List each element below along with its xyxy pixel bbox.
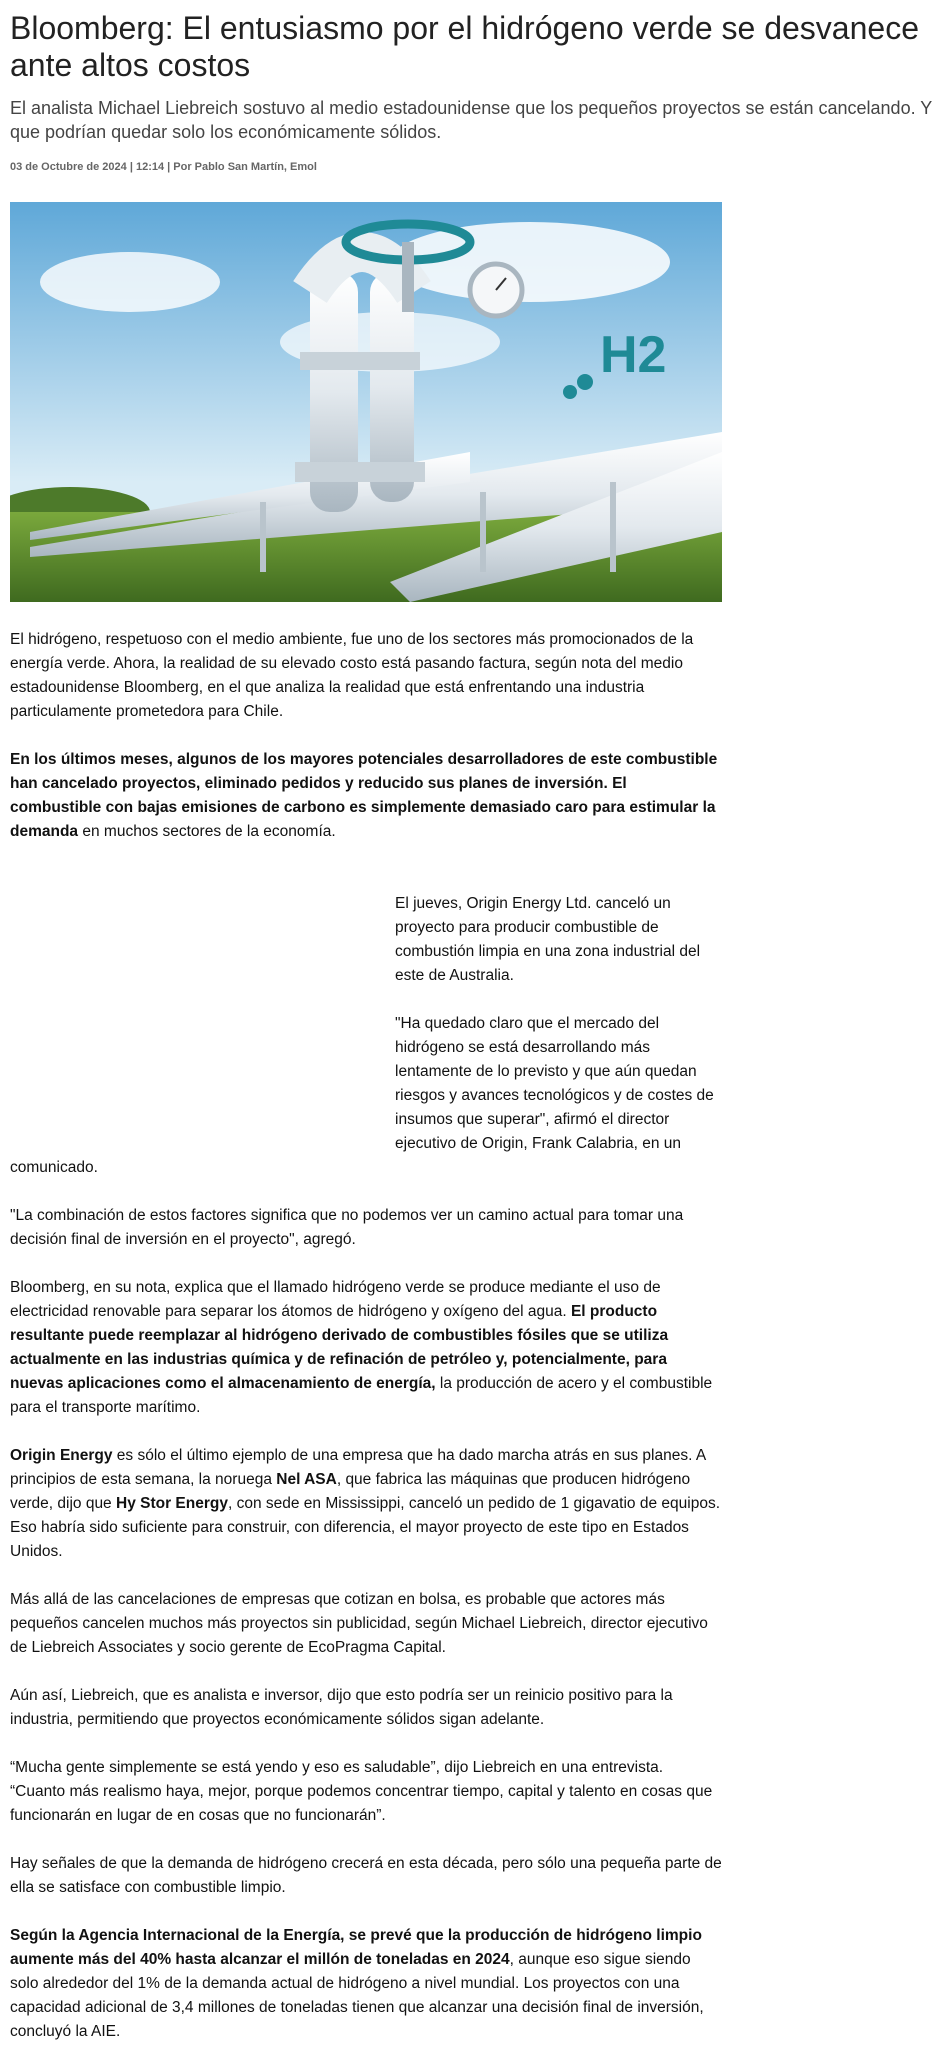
bold-text: En los últimos meses, algunos de los mayores potenciales desarrolladores de este combustible han cancelado proyectos, eliminado pedidos y reducido sus planes de inversión. El combustible con bajas emisiones de carbono es simplemente demasiado caro para estimular la demanda: [10, 751, 718, 840]
article-byline: 03 de Octubre de 2024 | 12:14 | Por Pablo San Martín, Emol: [10, 161, 317, 173]
paragraph: “Mucha gente simplemente se está yendo y eso es saludable”, dijo Liebreich en una entrevista. “Cuanto más realismo haya, mejor, porque podemos concentrar tiempo, capital y talento en cosas que funcionarán en lugar de en cosas que no funcionarán”.: [10, 1759, 713, 1824]
paragraph: En los últimos meses, algunos de los mayores potenciales desarrolladores de este combustible han cancelado proyectos, eliminado pedidos y reducido sus planes de inversión. El combustible con bajas emisiones de carbono es simplemente demasiado caro para estimular la demanda en muchos sectores de la economía.: [10, 751, 718, 840]
article-title: Bloomberg: El entusiasmo por el hidrógeno verde se desvanece ante altos costos: [10, 10, 919, 83]
paragraph: Más allá de las cancelaciones de empresas que cotizan en bolsa, es probable que actores más pequeños cancelen muchos más proyectos sin publicidad, según Michael Liebreich, director ejecutivo de Liebreich Associates y socio gerente de EcoPragma Capital.: [10, 1591, 708, 1656]
paragraph: Origin Energy es sólo el último ejemplo de una empresa que ha dado marcha atrás en sus planes. A principios de esta semana, la noruega Nel ASA, que fabrica las máquinas que producen hidrógeno verde, dijo que Hy Stor Energy, con sede en Mississippi, canceló un pedido de 1 gigavatio de equipos. Eso habría sido suficiente para construir, con diferencia, el mayor proyecto de este tipo en Estados Unidos.: [10, 1447, 721, 1560]
paragraph: "La combinación de estos factores significa que no podemos ver un camino actual para tomar una decisión final de inversión en el proyecto", agregó.: [10, 1207, 684, 1248]
hero-image: [10, 202, 722, 602]
paragraph: El hidrógeno, respetuoso con el medio ambiente, fue uno de los sectores más promocionados de la energía verde. Ahora, la realidad de su elevado costo está pasando factura, según nota del medio estadounidense Bloomberg, en el que analiza la realidad que está enfrentando una industria particulamente prometedora para Chile.: [10, 631, 694, 720]
paragraph: Hay señales de que la demanda de hidrógeno crecerá en esta década, pero sólo una pequeña parte de ella se satisface con combustible limpio.: [10, 1855, 722, 1896]
inset-placeholder: [10, 892, 395, 1152]
hydrogen-pipeline-illustration: [10, 202, 722, 602]
paragraph: Según la Agencia Internacional de la Energía, se prevé que la producción de hidrógeno limpio aumente más del 40% hasta alcanzar el millón de toneladas en 2024, aunque eso sigue siendo solo alrededor del 1% de la demanda actual de hidrógeno a nivel mundial. Los proyectos con una capacidad adicional de 3,4 millones de toneladas tienen que alcanzar una decisión final de inversión, concluyó la AIE.: [10, 1927, 704, 2040]
paragraph: Bloomberg, en su nota, explica que el llamado hidrógeno verde se produce mediante el uso de electricidad renovable para separar los átomos de hidrógeno y oxígeno del agua. El producto resultante puede reemplazar al hidrógeno derivado de combustibles fósiles que se utiliza actualmente en las industrias química y de refinación de petróleo y, potencialmente, para nuevas aplicaciones como el almacenamiento de energía, la producción de acero y el combustible para el transporte marítimo.: [10, 1279, 713, 1416]
h2-label: H2: [600, 326, 667, 384]
paragraph: Aún así, Liebreich, que es analista e inversor, dijo que esto podría ser un reinicio positivo para la industria, permitiendo que proyectos económicamente sólidos sigan adelante.: [10, 1687, 673, 1728]
paragraph: "Ha quedado claro que el mercado del hidrógeno se está desarrollando más lentamente de lo previsto y que aún quedan riesgos y avances tecnológicos y de costes de insumos que superar", afirmó el director ejecutivo de Origin, Frank Calabria, en un comunicado.: [10, 1015, 714, 1176]
article-body: [10, 628, 722, 2068]
article-subtitle: El analista Michael Liebreich sostuvo al medio estadounidense que los pequeños proyectos se están cancelando. Y que podrían quedar solo los económicamente sólidos.: [10, 98, 932, 142]
paragraph: El jueves, Origin Energy Ltd. canceló un proyecto para producir combustible de combustión limpia en una zona industrial del este de Australia.: [395, 895, 701, 984]
